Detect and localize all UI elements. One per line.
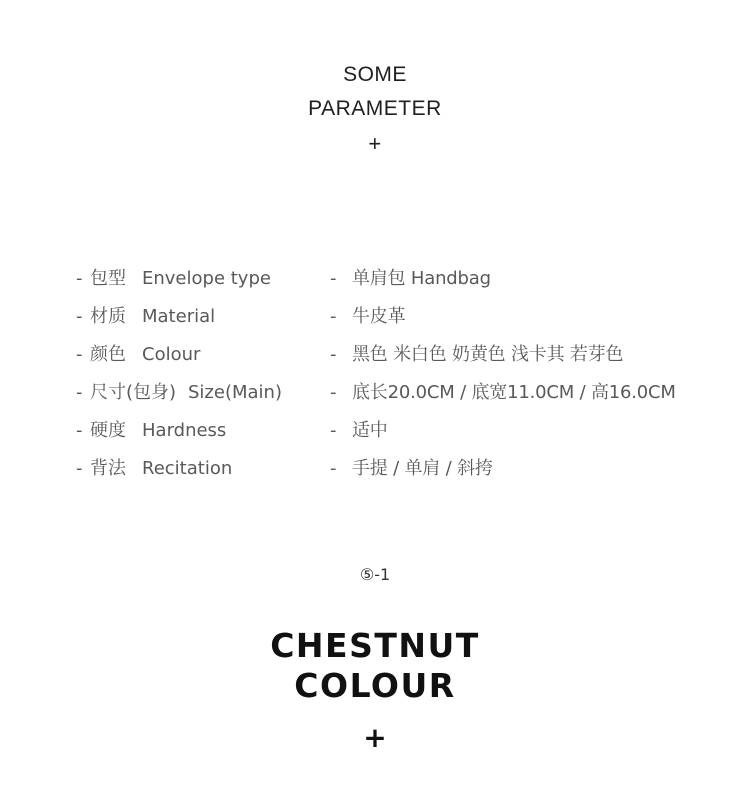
label-chinese: 尺寸(包身): [90, 382, 177, 403]
parameter-value: 单肩包 Handbag: [352, 268, 491, 289]
label-dash: -: [76, 420, 83, 441]
parameter-value: 底长20.0CM / 底宽11.0CM / 高16.0CM: [352, 382, 676, 403]
value-dash: -: [330, 458, 337, 479]
label-chinese: 背法: [90, 458, 126, 479]
parameter-row-material: [76, 298, 696, 336]
label-english: Material: [142, 306, 216, 327]
label-chinese: 包型: [90, 268, 126, 289]
label-dash: -: [76, 306, 83, 327]
parameter-value: 牛皮革: [352, 306, 406, 327]
value-dash: -: [330, 420, 337, 441]
parameter-row-size: [76, 374, 696, 412]
value-dash: -: [330, 344, 337, 365]
header-line-1: SOME: [343, 63, 407, 86]
label-chinese: 硬度: [90, 420, 126, 441]
label-dash: -: [76, 382, 83, 403]
value-dash: -: [330, 306, 337, 327]
value-dash: -: [330, 382, 337, 403]
header-line-2: PARAMETER: [308, 97, 442, 120]
label-chinese: 材质: [90, 306, 126, 327]
parameter-row-hardness: [76, 412, 696, 450]
label-english: Envelope type: [142, 268, 271, 289]
parameter-value: 黑色 米白色 奶黄色 浅卡其 若芽色: [352, 344, 624, 365]
color-section-plus-icon: +: [363, 721, 387, 754]
color-title-line-2: COLOUR: [294, 666, 456, 705]
parameter-row-recitation: [76, 450, 696, 488]
label-english: Size(Main): [188, 382, 282, 403]
parameter-header: [0, 58, 750, 162]
color-title-line-1: CHESTNUT: [270, 626, 480, 665]
label-dash: -: [76, 268, 83, 289]
label-english: Colour: [142, 344, 201, 365]
label-dash: -: [76, 458, 83, 479]
parameter-value: 手提 / 单肩 / 斜挎: [352, 458, 493, 479]
label-english: Hardness: [142, 420, 227, 441]
value-dash: -: [330, 268, 337, 289]
label-dash: -: [76, 344, 83, 365]
page-index-label: ⑤-1: [359, 565, 391, 584]
parameter-list: [76, 260, 696, 488]
label-english: Recitation: [142, 458, 233, 479]
parameter-value: 适中: [352, 420, 388, 441]
parameter-row-envelope-type: [76, 260, 696, 298]
parameter-row-colour: [76, 336, 696, 374]
label-chinese: 颜色: [90, 344, 126, 365]
header-plus-icon: +: [368, 131, 382, 156]
color-section-title: [0, 626, 750, 706]
